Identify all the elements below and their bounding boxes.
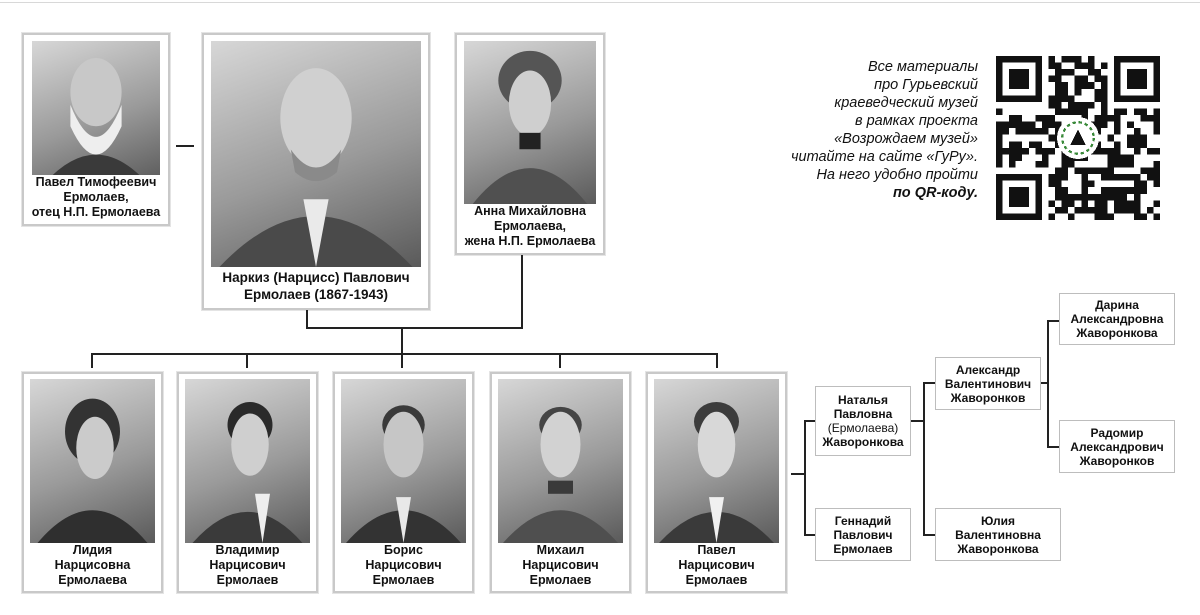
name-line: Александровна: [1070, 312, 1164, 326]
qr-code-icon[interactable]: [996, 56, 1160, 220]
name-line: Жаворонкова: [1076, 326, 1158, 340]
caption-line: Наркиз (Нарцисс) Павлович: [222, 270, 410, 285]
box-radomir: [1059, 420, 1175, 473]
caption-line: Ермолаев: [216, 573, 279, 587]
box-natalya: [815, 386, 911, 456]
box-darina: [1059, 293, 1175, 345]
caption-line: Лидия: [72, 543, 113, 557]
caption-line: Павел Тимофеевич: [35, 175, 157, 189]
connector-anna-down: [521, 255, 523, 328]
card-vladimir: [177, 372, 318, 593]
caption-line: Нарцисович: [678, 558, 755, 572]
promo-line: краеведческий музей: [834, 95, 978, 111]
portrait-photo: [185, 379, 310, 543]
caption-line: Борис: [384, 543, 423, 557]
caption-line: Ермолаев (1867-1943): [244, 287, 388, 302]
name-line: Жаворонков: [950, 390, 1026, 405]
name-line: Радомир: [1090, 425, 1144, 440]
box-alexandr: [935, 357, 1041, 410]
caption-line: Нарцисович: [365, 558, 442, 572]
card-pavel-narcisovich: [646, 372, 787, 593]
promo-line: в рамках проекта: [854, 113, 978, 129]
caption-line: отец Н.П. Ермолаева: [31, 205, 161, 219]
name-line: Дарина: [1095, 298, 1139, 312]
connector-child-lidia: [91, 353, 93, 368]
portrait-photo: [341, 379, 466, 543]
caption-line: Ермолаев,: [63, 190, 129, 204]
connector-to-radomir: [1047, 446, 1059, 448]
connector-to-darina: [1047, 320, 1059, 322]
card-pavel-timofeevich: [22, 33, 170, 226]
name-line: Наталья: [838, 393, 888, 407]
caption-lidia: [24, 543, 161, 588]
name-line: Валентиновна: [955, 527, 1041, 542]
qr-promo-text: [780, 58, 978, 202]
name-line: Геннадий: [834, 513, 892, 528]
caption-pavel-timofeevich: [24, 175, 168, 220]
connector-children-bar: [91, 353, 718, 355]
name-line: Жаворонкова: [957, 541, 1039, 556]
name-line: (Ермолаева): [827, 421, 899, 435]
caption-line: Ермолаев: [372, 573, 435, 587]
caption-mikhail: [492, 543, 629, 588]
connector-to-gennady: [804, 534, 815, 536]
name-line: Жаворонкова: [822, 435, 904, 449]
caption-line: Ермолаев: [685, 573, 748, 587]
connector-natalya-children-vertical: [923, 382, 925, 535]
connector-child-boris: [401, 353, 403, 368]
caption-line: Нарцисовна: [54, 558, 131, 572]
top-divider: [0, 2, 1200, 3]
card-narkiz: [202, 33, 430, 310]
caption-vladimir: [179, 543, 316, 588]
connector-descendants-vertical: [804, 420, 806, 535]
caption-line: Ермолаева: [58, 573, 127, 587]
promo-line: про Гурьевский: [874, 77, 978, 93]
portrait-photo: [464, 41, 596, 205]
caption-anna: [457, 204, 603, 249]
promo-line: На него удобно пройти: [816, 167, 978, 183]
name-line: Александрович: [1070, 439, 1164, 454]
caption-line: Нарцисович: [522, 558, 599, 572]
connector-couple: [306, 327, 523, 329]
portrait-photo: [32, 41, 160, 183]
connector-child-mikhail: [559, 353, 561, 368]
caption-line: Нарцисович: [209, 558, 286, 572]
connector-to-yulia: [923, 534, 935, 536]
name-line: Павловна: [833, 407, 893, 421]
portrait-photo: [211, 41, 421, 267]
caption-pavel-narcisovich: [648, 543, 785, 588]
connector-child-vladimir: [246, 353, 248, 368]
box-yulia: [935, 508, 1061, 561]
caption-line: Ермолаев: [529, 573, 592, 587]
name-line: Жаворонков: [1079, 453, 1155, 468]
portrait-photo: [498, 379, 623, 543]
card-boris: [333, 372, 474, 593]
connector-to-natalya: [804, 420, 815, 422]
portrait-photo: [654, 379, 779, 543]
card-mikhail: [490, 372, 631, 593]
name-line: Валентинович: [944, 376, 1032, 391]
connector-natalya-children: [910, 420, 924, 422]
caption-line: Павел: [697, 543, 736, 557]
connector-child-pavel: [716, 353, 718, 368]
connector-pavel-descendants: [791, 473, 805, 475]
box-gennady: [815, 508, 911, 561]
name-line: Павлович: [833, 527, 893, 542]
connector-couple-children: [401, 327, 403, 354]
promo-line: Все материалы: [867, 59, 978, 75]
promo-line: «Возрождаем музей»: [834, 131, 978, 147]
caption-line: Михаил: [536, 543, 585, 557]
card-lidia: [22, 372, 163, 593]
caption-line: Анна Михайловна: [474, 204, 586, 218]
portrait-photo: [30, 379, 155, 543]
name-line: Юлия: [980, 513, 1016, 528]
promo-line: читайте на сайте «ГуРу».: [791, 149, 978, 165]
caption-narkiz: [204, 269, 428, 303]
card-anna: [455, 33, 605, 255]
connector-to-alexandr: [923, 382, 935, 384]
caption-line: Ермолаева,: [493, 219, 566, 233]
connector-alexandr-children-vertical: [1047, 320, 1049, 447]
connector-pavel-narkiz: [176, 145, 194, 147]
caption-line: Владимир: [215, 543, 280, 557]
promo-line: по QR-коду.: [892, 185, 978, 201]
name-line: Александр: [955, 362, 1021, 377]
name-line: Ермолаев: [833, 541, 893, 556]
connector-narkiz-down: [306, 310, 308, 328]
caption-boris: [335, 543, 472, 588]
caption-line: жена Н.П. Ермолаева: [464, 234, 596, 248]
